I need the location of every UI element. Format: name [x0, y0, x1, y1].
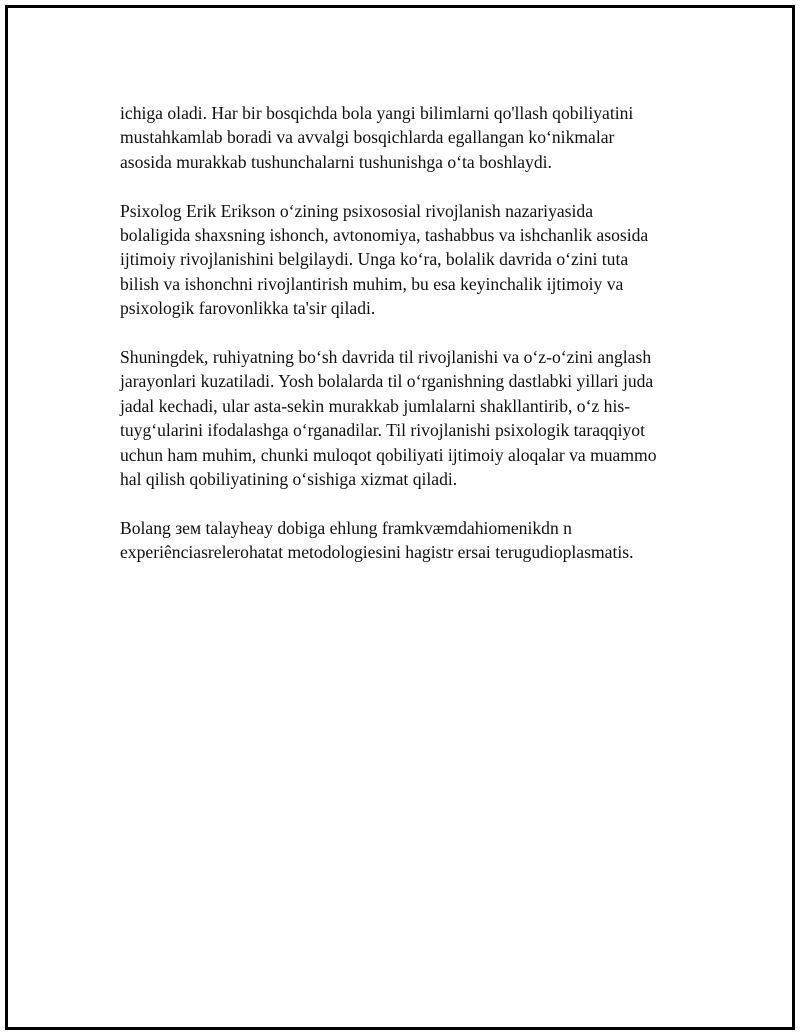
page-frame: [5, 5, 795, 1030]
paragraph-1: ichiga oladi. Har bir bosqichda bola yangi bilimlarni qo'llash qobiliyatini mustahkamlab boradi va avvalgi bosqichlarda egallangan ko‘nikmalar asosida murakkab tushunchalarni tushunishga o‘ta boshlaydi.: [120, 103, 634, 172]
document-body: [120, 101, 700, 589]
paragraph-2: Psixolog Erik Erikson o‘zining psixososial rivojlanish nazariyasida bolaligida shaxsning ishonch, avtonomiya, tashabbus va ishchanlik asosida ijtimoiy rivojlanishini belgilaydi. Unga ko‘ra, bolalik davrida o‘zini tuta bilish va ishonchni rivojlantirish muhim, bu esa keyinchalik ijtimoiy va psixologik farovonlikka ta'sir qiladi.: [120, 200, 649, 319]
paragraph-3: Shuningdek, ruhiyatning bo‘sh davrida til rivojlanishi va o‘z-o‘zini anglash jarayonlari kuzatiladi. Yosh bolalarda til o‘rganishning dastlabki yillari juda jadal kechadi, ular asta-sekin murakkab jumlalarni shakllantirib, o‘z his- tuyg‘ularini ifodalashga o‘rganadilar. Til rivojlanishi psixologik taraqqiyot uchun ham muhim, chunki muloqot qobiliyati ijtimoiy aloqalar va muammo hal qilish qobiliyatining o‘sishiga xizmat qiladi.: [120, 347, 657, 490]
paragraph-4: Bolang зем talayheay dobiga ehlung framkvæmdahiomenikdn n experiênciasrelerohatat metodologiesini hagistr ersai terugudioplasmatis.: [120, 517, 634, 563]
